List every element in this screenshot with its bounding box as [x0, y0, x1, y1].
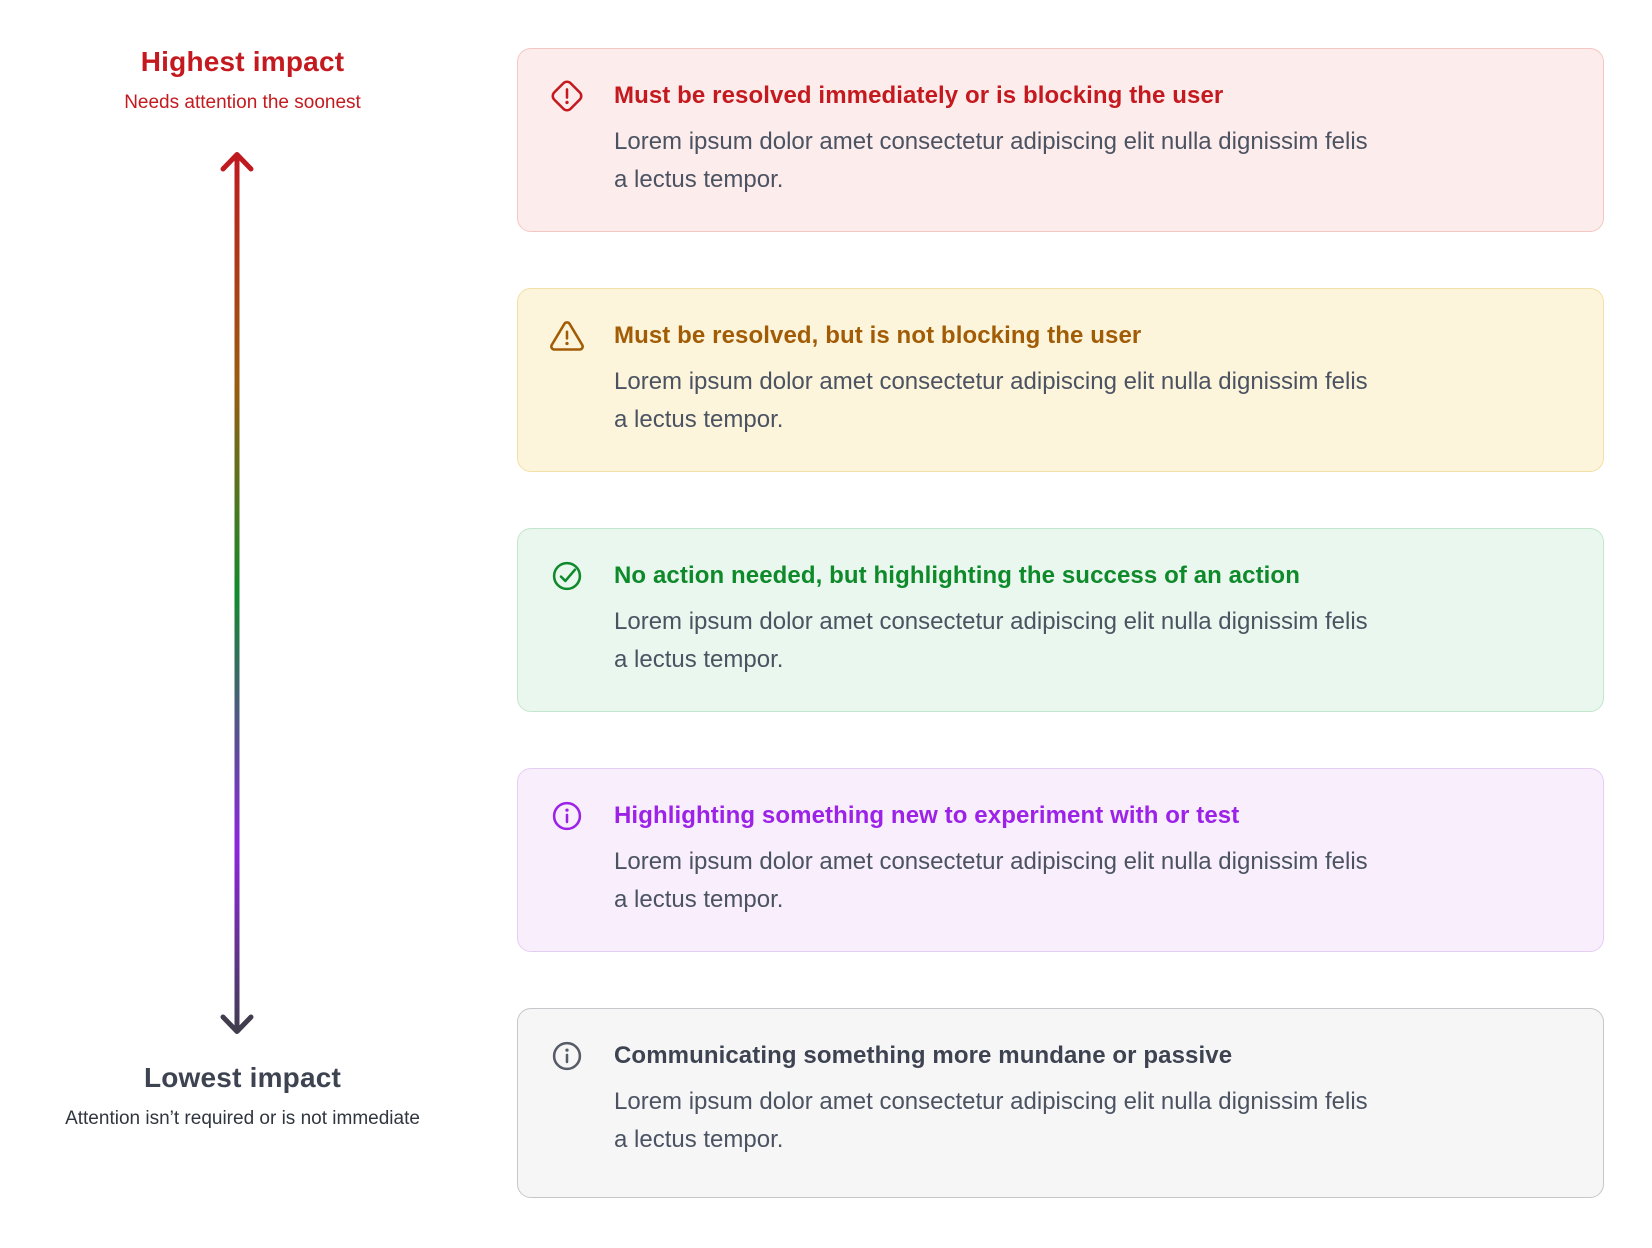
highest-impact-label: Highest impact: [140, 46, 345, 77]
card-body-line: Lorem ipsum dolor amet consectetur adipiscing elit nulla dignissim felis: [614, 608, 1368, 635]
impact-axis: [0, 0, 485, 1248]
card-body-line: Lorem ipsum dolor amet consectetur adipiscing elit nulla dignissim felis: [614, 128, 1368, 155]
card-body: [614, 363, 1368, 439]
severity-card-neutral: [517, 1008, 1604, 1198]
highest-impact-block: [0, 46, 485, 114]
severity-card-critical: [517, 48, 1604, 232]
card-title: Must be resolved, but is not blocking the user: [614, 322, 1142, 349]
severity-cards: [517, 48, 1604, 1198]
card-body-line: Lorem ipsum dolor amet consectetur adipiscing elit nulla dignissim felis: [614, 1088, 1368, 1115]
check-circle-icon: [549, 558, 585, 594]
card-title: Must be resolved immediately or is blocking the user: [614, 82, 1224, 109]
card-body-line: Lorem ipsum dolor amet consectetur adipiscing elit nulla dignissim felis: [614, 368, 1368, 395]
severity-card-new: [517, 768, 1604, 952]
card-title: No action needed, but highlighting the success of an action: [614, 562, 1300, 589]
card-body: [614, 1083, 1368, 1159]
warning-triangle-icon: [549, 318, 585, 354]
card-title: Communicating something more mundane or passive: [614, 1042, 1233, 1069]
card-body-line: Lorem ipsum dolor amet consectetur adipiscing elit nulla dignissim felis: [614, 848, 1368, 875]
impact-gradient-arrow: [211, 146, 263, 1040]
highest-impact-sublabel: Needs attention the soonest: [124, 92, 361, 113]
severity-card-success: [517, 528, 1604, 712]
info-circle-icon: [549, 1038, 585, 1074]
card-body: [614, 603, 1368, 679]
lowest-impact-block: [0, 1062, 485, 1130]
card-body-line: a lectus tempor.: [614, 1126, 784, 1153]
card-body-line: a lectus tempor.: [614, 886, 784, 913]
card-body: [614, 843, 1368, 919]
card-body-line: a lectus tempor.: [614, 166, 784, 193]
card-body-line: a lectus tempor.: [614, 406, 784, 433]
card-body-line: a lectus tempor.: [614, 646, 784, 673]
info-circle-icon: [549, 798, 585, 834]
lowest-impact-label: Lowest impact: [143, 1062, 342, 1093]
alert-diamond-icon: [549, 78, 585, 114]
lowest-impact-sublabel: Attention isn’t required or is not immediate: [65, 1108, 420, 1129]
severity-card-warning: [517, 288, 1604, 472]
card-body: [614, 123, 1368, 199]
card-title: Highlighting something new to experiment with or test: [614, 802, 1240, 829]
